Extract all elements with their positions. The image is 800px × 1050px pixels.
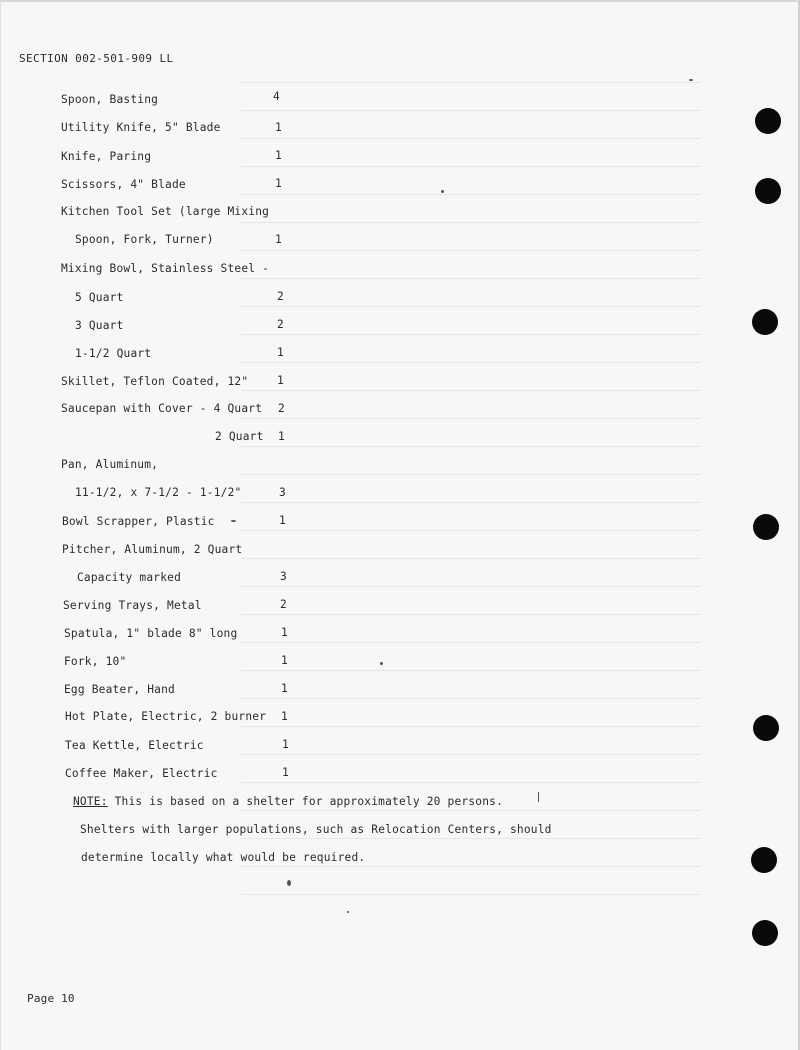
- punch-hole: [753, 514, 779, 540]
- item-qty: 1: [277, 346, 284, 359]
- show-through-texture: [241, 82, 701, 982]
- scan-speck: [347, 911, 349, 913]
- item-qty: 1: [281, 654, 288, 667]
- item-qty: 1: [282, 738, 289, 751]
- item-name: Mixing Bowl, Stainless Steel -: [61, 262, 270, 275]
- item-name: Scissors, 4" Blade: [61, 178, 186, 191]
- item-qty: 3: [280, 570, 287, 583]
- item-name: Saucepan with Cover - 4 Quart: [61, 402, 263, 415]
- item-qty: 3: [279, 486, 286, 499]
- punch-hole: [755, 178, 781, 204]
- item-qty: 1: [275, 149, 282, 162]
- scan-speck: [441, 190, 444, 193]
- item-name: 2 Quart: [215, 430, 264, 443]
- page-number: Page 10: [27, 992, 75, 1005]
- item-qty: 1: [281, 682, 288, 695]
- section-header: SECTION 002-501-909 LL: [19, 52, 174, 65]
- scan-speck: [689, 79, 693, 81]
- item-qty: 1: [277, 374, 284, 387]
- item-name: 11-1/2, x 7-1/2 - 1-1/2": [75, 486, 242, 499]
- item-qty: 1: [279, 514, 286, 527]
- item-name: 3 Quart: [75, 319, 124, 332]
- punch-hole: [753, 715, 779, 741]
- item-qty: 1: [281, 626, 288, 639]
- item-qty: 2: [280, 598, 287, 611]
- item-qty: 2: [277, 290, 284, 303]
- scan-speck: [538, 792, 539, 802]
- scan-speck: [231, 520, 236, 522]
- item-name: Fork, 10": [64, 655, 127, 668]
- item-qty: 1: [275, 177, 282, 190]
- note-text: This is based on a shelter for approximately 20 persons.: [114, 795, 504, 808]
- item-qty: 1: [275, 233, 282, 246]
- item-name: Hot Plate, Electric, 2 burner: [65, 710, 267, 723]
- item-name: Egg Beater, Hand: [64, 683, 175, 696]
- item-qty: 4: [273, 90, 280, 103]
- item-name: Pitcher, Aluminum, 2 Quart: [62, 543, 243, 556]
- punch-hole: [752, 920, 778, 946]
- item-name: Spoon, Fork, Turner): [75, 233, 214, 246]
- punch-hole: [755, 108, 781, 134]
- item-name: Spoon, Basting: [61, 93, 159, 106]
- item-name: Knife, Paring: [61, 150, 152, 163]
- note-label: NOTE:: [73, 795, 108, 808]
- punch-hole: [751, 847, 777, 873]
- item-name: Bowl Scrapper, Plastic: [62, 515, 215, 528]
- item-name: Tea Kettle, Electric: [65, 739, 204, 752]
- item-qty: 1: [281, 710, 288, 723]
- punch-hole: [752, 309, 778, 335]
- item-name: Pan, Aluminum,: [61, 458, 159, 471]
- item-name: 5 Quart: [75, 291, 124, 304]
- item-qty: 2: [277, 318, 284, 331]
- scan-speck: [287, 880, 291, 886]
- item-qty: 1: [278, 430, 285, 443]
- note-line-1: [73, 795, 503, 808]
- note-line-2: Shelters with larger populations, such as Relocation Centers, should: [80, 823, 552, 836]
- item-qty: 2: [278, 402, 285, 415]
- item-name: Skillet, Teflon Coated, 12": [61, 375, 249, 388]
- item-name: Utility Knife, 5" Blade: [61, 121, 221, 134]
- item-name: Coffee Maker, Electric: [65, 767, 218, 780]
- note-line-3: determine locally what would be required.: [81, 851, 366, 864]
- item-name: 1-1/2 Quart: [75, 347, 152, 360]
- item-name: Capacity marked: [77, 571, 182, 584]
- scan-speck: [380, 662, 383, 665]
- item-qty: 1: [275, 121, 282, 134]
- item-name: Kitchen Tool Set (large Mixing: [61, 205, 270, 218]
- item-name: Spatula, 1" blade 8" long: [64, 627, 238, 640]
- item-name: Serving Trays, Metal: [63, 599, 202, 612]
- item-qty: 1: [282, 766, 289, 779]
